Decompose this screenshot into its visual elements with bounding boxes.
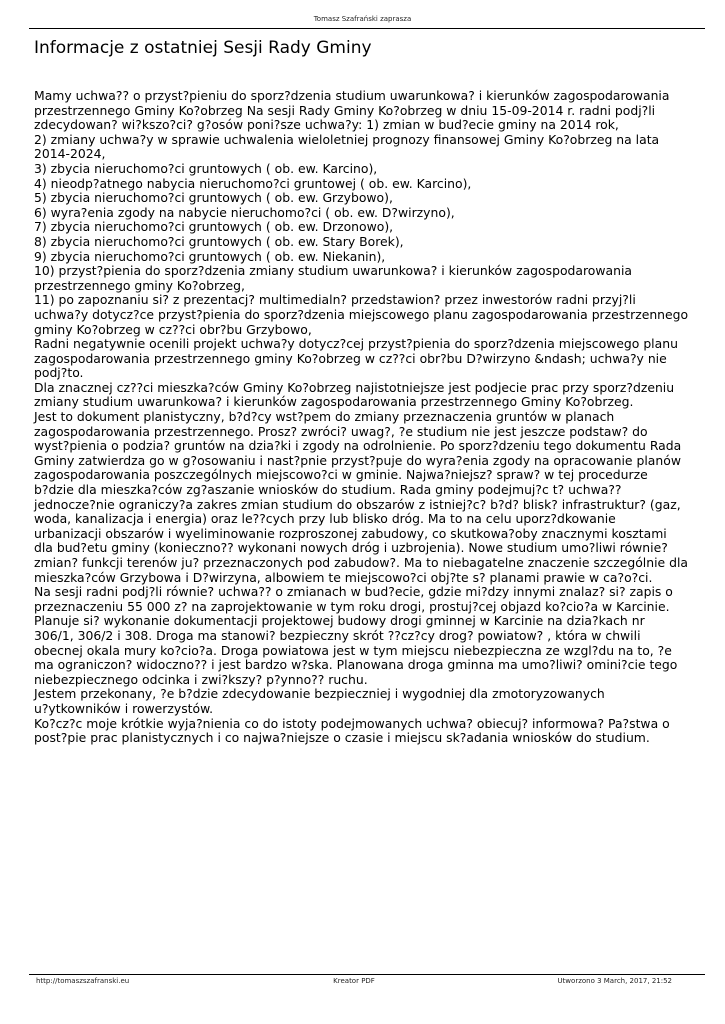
article-line: 2014-2024, xyxy=(34,146,106,162)
article-line: podj?to. xyxy=(34,365,84,381)
article-line: mieszka?ców Grzybowa i D?wirzyna, albowiem te miejscowo?ci obj?te s? planami prawie w ca?o?ci. xyxy=(34,569,653,585)
article-line: 10) przyst?pienia do sporz?dzenia zmiany studium uwarunkowa? i kierunków zagospodarowania xyxy=(34,263,632,279)
article-line: zagospodarowania poszczególnych miejscowo?ci w gminie. Najwa?niejsz? spraw? w tej procedurze xyxy=(34,467,648,483)
article-line: post?pie prac planistycznych i co najwa?niejsze o czasie i miejscu sk?adania wniosków do studium. xyxy=(34,730,650,746)
article-line: urbanizacji obszarów i wyeliminowanie rozproszonej zabudowy, co skutkowa?oby znacznymi kosztami xyxy=(34,525,667,541)
article-line: 7) zbycia nieruchomo?ci gruntowych ( ob. ew. Drzonowo), xyxy=(34,219,394,235)
article-line: u?ytkowników i rowerzystów. xyxy=(34,700,214,716)
article-line: 306/1, 306/2 i 308. Droga ma stanowi? bezpieczny skrót ??cz?cy drog? powiatow? , która w chwili xyxy=(34,627,641,643)
article-line: przestrzennego gminy Ko?obrzeg, xyxy=(34,277,245,293)
article-line: przestrzennego Gminy Ko?obrzeg Na sesji Rady Gminy Ko?obrzeg w dniu 15-09-2014 r. radni podj?li xyxy=(34,102,656,118)
article-line: 2) zmiany uchwa?y w sprawie uchwalenia wieloletniej prognozy finansowej Gminy Ko?obrzeg na lata xyxy=(34,131,660,147)
article-line: Radni negatywnie ocenili projekt uchwa?y dotycz?cej przyst?pienia do sporz?dzenia miejscowego planu xyxy=(34,336,678,352)
article-line: zagospodarowania przestrzennego gminy Ko?obrzeg w cz??ci obr?bu D?wirzyno &ndash; uchwa?y nie xyxy=(34,350,667,366)
article-line: b?dzie dla mieszka?ców zg?aszanie wniosków do studium. Rada gminy podejmuj?c t? uchwa?? xyxy=(34,482,622,498)
header-divider xyxy=(29,28,705,29)
article-line: zmiany studium uwarunkowa? i kierunków zagospodarowania przestrzennego Gminy Ko?obrzeg. xyxy=(34,394,634,410)
article-line: zmian? funkcji terenów ju? przeznaczonych pod zabudow?. Ma to niebagatelne znaczenie szczególnie dla xyxy=(34,555,688,570)
footer-divider xyxy=(29,974,705,975)
article-body xyxy=(34,89,690,746)
footer-generator: Kreator PDF xyxy=(333,977,375,985)
article-line: gminy Ko?obrzeg w cz??ci obr?bu Grzybowo, xyxy=(34,321,312,337)
article-line: przeznaczeniu 55 000 z? na zaprojektowanie w tym roku drogi, prostuj?cej objazd ko?cio?a w Karcinie. xyxy=(34,598,670,614)
article-line: Na sesji radni podj?li równie? uchwa?? o zmianach w bud?ecie, gdzie mi?dzy innymi znalaz? si? zapis o xyxy=(34,584,673,600)
article-line: dla bud?etu gminy (konieczno?? wykonani nowych dróg i uzbrojenia). Nowe studium umo?liwi równie? xyxy=(34,540,668,556)
article-line: 5) zbycia nieruchomo?ci gruntowych ( ob. ew. Grzybowo), xyxy=(34,190,393,206)
article-line: 9) zbycia nieruchomo?ci gruntowych ( ob. ew. Niekanin), xyxy=(34,248,386,264)
article-line: zdecydowan? wi?kszo?ci? g?osów poni?sze uchwa?y: 1) zmian w bud?ecie gminy na 2014 rok, xyxy=(34,117,619,133)
article-line: zagospodarowania przestrzennego. Prosz? zwróci? uwag?, ?e studium nie jest jeszcze podstaw? do xyxy=(34,423,648,439)
article-line: 11) po zapoznaniu si? z prezentacj? multimedialn? przedstawion? przez inwestorów radni przyj?li xyxy=(34,292,636,308)
footer-created-date: Utworzono 3 March, 2017, 21:52 xyxy=(557,977,672,985)
article-line: Planuje si? wykonanie dokumentacji projektowej budowy drogi gminnej w Karcinie na dzia?kach nr xyxy=(34,613,645,629)
article-line: Jestem przekonany, ?e b?dzie zdecydowanie bezpieczniej i wygodniej dla zmotoryzowanych xyxy=(34,686,605,702)
article-line: wyst?pienia o podzia? gruntów na dzia?ki i zgody na odrolnienie. Po sporz?dzeniu tego dokumentu Rada xyxy=(34,438,682,454)
article-line: niebezpiecznego odcinka i zwi?kszy? p?ynno?? ruchu. xyxy=(34,671,368,687)
site-header: Tomasz Szafrański zaprasza xyxy=(313,15,412,23)
article-line: jednocze?nie ograniczy?a zakres zmian studium do obszarów z istniej?c? b?d? blisk? infrastruktur? (gaz, xyxy=(34,496,681,512)
article-line: Ko?cz?c moje krótkie wyja?nienia co do istoty podejmowanych uchwa? obiecuj? informowa? Pa?stwa o xyxy=(34,715,670,731)
footer-url: http://tomaszszafranski.eu xyxy=(36,977,130,985)
article-line: Mamy uchwa?? o przyst?pieniu do sporz?dzenia studium uwarunkowa? i kierunków zagospodarowania xyxy=(34,88,670,103)
article-line: Dla znacznej cz??ci mieszka?ców Gminy Ko?obrzeg najistotniejsze jest podjecie prac przy sporz?dzeniu xyxy=(34,379,675,395)
article-line: uchwa?y dotycz?ce przyst?pienia do sporz?dzenia miejscowego planu zagospodarowania przestrzennego xyxy=(34,306,689,322)
article-line: 3) zbycia nieruchomo?ci gruntowych ( ob. ew. Karcino), xyxy=(34,160,378,176)
page-title: Informacje z ostatniej Sesji Rady Gminy xyxy=(34,38,372,58)
article-line: obecnej okala mury ko?cio?a. Droga powiatowa jest w tym miejscu niebezpieczna ze wzgl?du na to, ?e xyxy=(34,642,672,658)
article-line: Gminy zatwierdza go w g?osowaniu i nast?pnie przyst?puje do wyra?enia zgody na opracowanie planów xyxy=(34,452,681,468)
article-line: 4) nieodp?atnego nabycia nieruchomo?ci gruntowej ( ob. ew. Karcino), xyxy=(34,175,472,191)
article-line: 8) zbycia nieruchomo?ci gruntowych ( ob. ew. Stary Borek), xyxy=(34,233,404,249)
article-line: woda, kanalizacja i energia) oraz le??cych przy lub blisko dróg. Ma to na celu uporz?dkowanie xyxy=(34,511,616,527)
article-line: Jest to dokument planistyczny, b?d?cy wst?pem do zmiany przeznaczenia gruntów w planach xyxy=(34,409,615,425)
article-line: ma ograniczon? widoczno?? i jest bardzo w?ska. Planowana droga gminna ma umo?liwi? omini?cie tego xyxy=(34,657,678,673)
article-line: 6) wyra?enia zgody na nabycie nieruchomo?ci ( ob. ew. D?wirzyno), xyxy=(34,204,455,220)
